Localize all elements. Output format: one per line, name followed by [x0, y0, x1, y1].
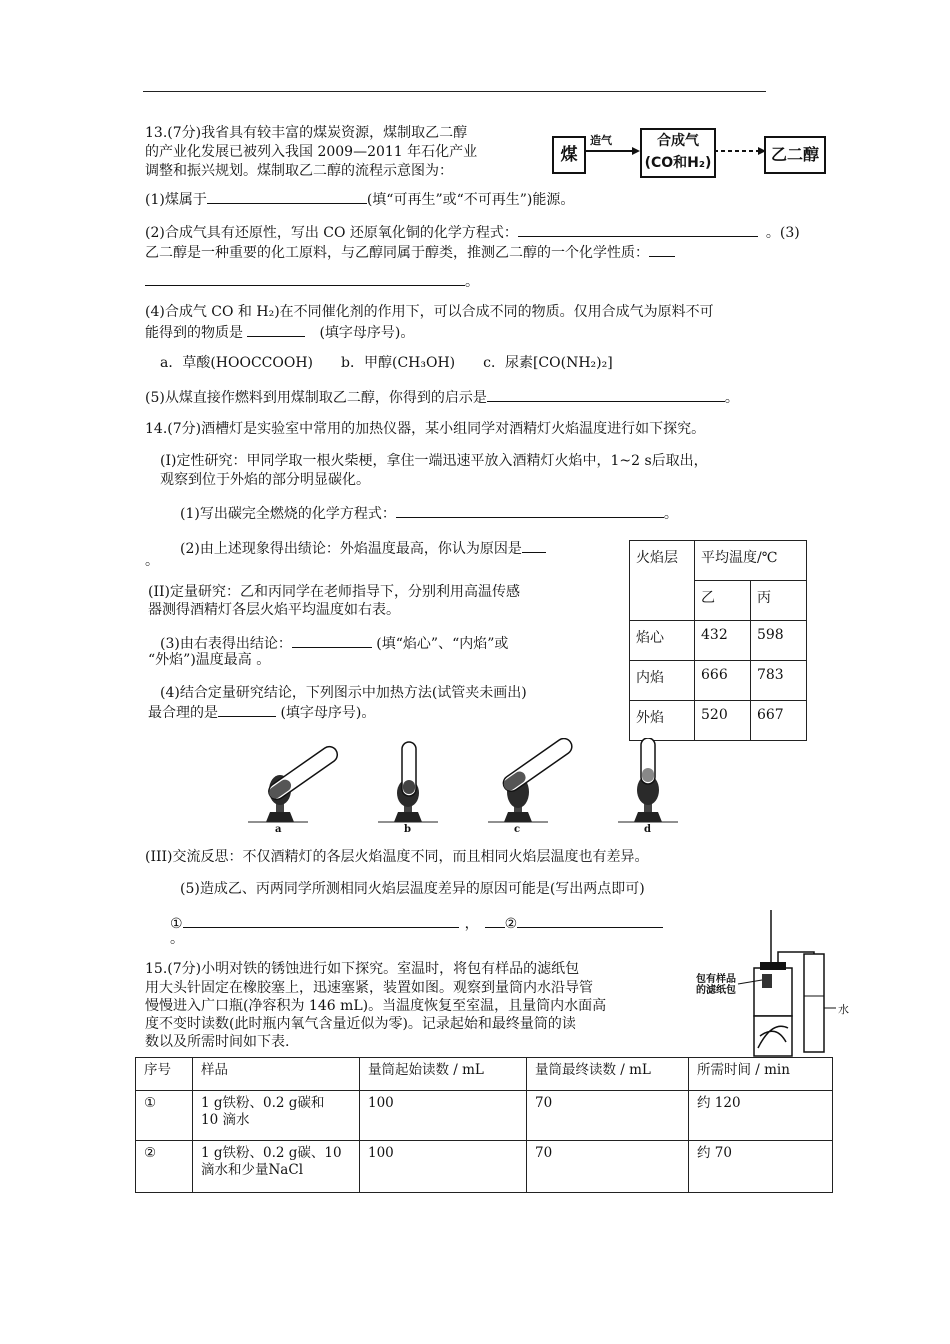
q15-line2: 用大头针固定在橡胶塞上，迅速塞紧，装置如图。观察到量筒内水沿导管 [145, 980, 593, 996]
table-header: 量筒起始读数 / mL [360, 1058, 527, 1091]
flow-syngas-formula: (CO和H₂) [644, 155, 712, 171]
table-row [630, 701, 807, 741]
answer-blank[interactable] [145, 271, 465, 286]
figure-label-c: c [514, 824, 521, 835]
q15-line1: 15.(7分)小明对铁的锈蚀进行如下探究。室温时，将包有样品的滤纸包 [145, 961, 580, 977]
q13-q3-end: 。 [465, 274, 479, 290]
apparatus-label-line2: 的滤纸包 [696, 985, 736, 996]
q14-q2-text: (2)由上述现象得出绩论：外焰温度最高，你认为原因是 [180, 541, 522, 557]
table-row [630, 661, 807, 701]
flame-temperature-table [629, 540, 807, 741]
table-cell: 外焰 [630, 701, 695, 741]
q13-q4-line2 [145, 322, 414, 343]
answer-blank[interactable] [485, 913, 505, 928]
q13-q2-text-post: 。(3) [765, 225, 800, 241]
table-cell: 70 [527, 1091, 689, 1141]
setup-b [378, 742, 438, 822]
answer-blank[interactable] [396, 503, 664, 518]
q14-q1-text: (1)写出碳完全燃烧的化学方程式： [180, 506, 396, 522]
q14-q3-line2: “外焰”)温度最高 。 [148, 652, 271, 668]
table-cell: 598 [750, 621, 806, 661]
table-cell: 520 [695, 701, 751, 741]
flow-chart [552, 128, 827, 180]
q14-q4-line2 [148, 702, 375, 723]
q14-part1-line1: (I)定性研究：甲同学取一根火柴梗，拿住一端迅速平放入酒精灯火焰中，1~2 s后取出， [160, 453, 708, 469]
answer-blank[interactable] [522, 538, 546, 553]
setup-d [618, 738, 678, 822]
q14-part3: (III)交流反思：不仅酒精灯的各层火焰温度不同，而且相同火焰层温度也有差异。 [145, 849, 649, 865]
table-cell: 783 [750, 661, 806, 701]
heating-methods-figure [248, 738, 688, 838]
q14-q5-sep: ， [464, 916, 479, 932]
table-row [630, 621, 807, 661]
q14-q5-end: 。 [170, 931, 184, 947]
answer-blank[interactable] [218, 702, 276, 717]
sample-line: 滴水和少量NaCl [201, 1162, 304, 1178]
q14-q1 [180, 503, 678, 524]
q14-q5-answers [170, 913, 663, 934]
table-cell: 432 [695, 621, 751, 661]
q14-q2 [180, 538, 546, 559]
q14-part2-line2: 器测得酒精灯各层火焰平均温度如右表。 [148, 602, 400, 618]
table-cell: 666 [695, 661, 751, 701]
q15-line3: 慢慢进入广口瓶(净容积为 146 mL)。当温度恢复至室温，且量筒内水面高 [145, 998, 607, 1014]
q14-part1-line2: 观察到位于外焰的部分明显碳化。 [160, 472, 370, 488]
table-cell: 100 [360, 1141, 527, 1193]
q14-intro: 14.(7分)酒槽灯是实验室中常用的加热仪器，某小组同学对酒精灯火焰温度进行如下探究。 [145, 421, 706, 437]
flow-box-coal: 煤 [552, 136, 586, 174]
q14-part2-line1: (II)定量研究：乙和丙同学在老师指导下，分别利用高温传感 [148, 584, 520, 600]
sample-line: 1 g铁粉、0.2 g碳、10 [201, 1145, 342, 1161]
q14-q5-num2: ② [504, 916, 518, 932]
top-rule [143, 91, 766, 92]
q13-q2 [145, 222, 800, 243]
q14-q5-num1: ① [170, 916, 183, 932]
sample-line: 10 滴水 [201, 1112, 250, 1128]
rusting-apparatus-figure [696, 908, 856, 1058]
setup-a [248, 744, 340, 822]
answer-blank[interactable] [183, 913, 459, 928]
table-header: 量筒最终读数 / mL [527, 1058, 689, 1091]
flow-box-glycol: 乙二醇 [764, 136, 826, 174]
q13-q4-line1: (4)合成气 CO 和 H₂)在不同催化剂的作用下，可以合成不同的物质。仅用合成气为原料不可 [145, 304, 714, 320]
answer-blank[interactable] [517, 913, 663, 928]
apparatus-label [696, 974, 736, 996]
table-header: 火焰层 [630, 541, 695, 621]
q14-q4-line1: (4)结合定量研究结论，下列图示中加热方法(试管夹未画出) [160, 685, 527, 701]
q15-line5: 数以及所需时间如下表. [145, 1034, 290, 1050]
figure-label-d: d [644, 824, 651, 835]
figure-label-a: a [275, 824, 282, 835]
rusting-results-table [135, 1057, 833, 1193]
q14-q4-text: 最合理的是 [148, 705, 218, 721]
sample-line: 1 g铁粉、0.2 g碳和 [201, 1095, 325, 1111]
figure-label-b: b [404, 824, 411, 835]
table-header-row [136, 1058, 833, 1091]
q14-q3-text: (3)由右表得出结论： [160, 636, 292, 652]
table-cell: 约 120 [689, 1091, 833, 1141]
table-cell: ① [136, 1091, 193, 1141]
answer-blank[interactable] [649, 242, 675, 257]
alcohol-lamp-illustrations [248, 738, 688, 838]
table-header: 序号 [136, 1058, 193, 1091]
table-row [136, 1091, 833, 1141]
q13-q4-options: a．草酸(HOOCCOOH) b．甲醇(CH₃OH) c．尿素[CO(NH₂)₂] [160, 355, 613, 371]
q14-q5: (5)造成乙、丙两同学所测相同火焰层温度差异的原因可能是(写出两点即可) [180, 881, 645, 897]
answer-blank[interactable] [292, 633, 372, 648]
q14-q1-end: 。 [663, 506, 678, 522]
answer-blank[interactable] [247, 322, 305, 337]
q13-q4-text-post: (填字母序号)。 [319, 325, 415, 341]
q13-q5-text: (5)从煤直接作燃料到用煤制取乙二醇，你得到的启示是 [145, 390, 487, 406]
q13-q1-text-post: (填“可再生”或“不可再生”)能源。 [366, 192, 575, 208]
table-cell: 内焰 [630, 661, 695, 701]
q13-q3-cont [145, 271, 479, 292]
table-header: 所需时间 / min [689, 1058, 833, 1091]
q13-q2-text: (2)合成气具有还原性，写出 CO 还原氧化铜的化学方程式： [145, 225, 518, 241]
answer-blank[interactable] [207, 189, 367, 204]
q14-q2-end: 。 [145, 553, 159, 569]
answer-blank[interactable] [518, 222, 758, 237]
q13-q3-text: 乙二醇是一种重要的化工原料，与乙醇同属于醇类，推测乙二醇的一个化学性质： [145, 245, 649, 261]
apparatus-water-label: 水 [838, 1003, 849, 1016]
table-cell: 667 [750, 701, 806, 741]
table-cell: 100 [360, 1091, 527, 1141]
table-cell: 约 70 [689, 1141, 833, 1193]
table-cell: 70 [527, 1141, 689, 1193]
q13-intro-line2: 的产业化发展已被列入我国 2009—2011 年石化产业 [145, 144, 478, 160]
table-cell [193, 1091, 360, 1141]
q13-intro-line1: 13.(7分)我省具有较丰富的煤炭资源，煤制取乙二醇 [145, 125, 468, 141]
table-header: 平均温度/℃ [695, 541, 807, 581]
q13-q3 [145, 242, 675, 263]
q13-intro-line3: 调整和振兴规划。煤制取乙二醇的流程示意图为： [145, 163, 453, 179]
flow-box-syngas [640, 128, 716, 178]
q15-line4: 度不变时读数(此时瓶内氧气含量近似为零)。记录起始和最终量筒的读 [145, 1016, 576, 1032]
q14-q4-text-post: (填字母序号)。 [280, 705, 376, 721]
table-row [136, 1141, 833, 1193]
table-subheader: 丙 [750, 581, 806, 621]
flow-syngas-label: 合成气 [657, 133, 699, 149]
table-subheader: 乙 [695, 581, 751, 621]
q14-q3-text-post: (填“焰心”、“内焰”或 [376, 636, 509, 652]
setup-c [488, 738, 575, 822]
apparatus-label-line1: 包有样品 [696, 974, 736, 985]
q13-q5-end: 。 [724, 390, 739, 406]
answer-blank[interactable] [487, 387, 725, 402]
flow-arrow-2 [714, 146, 766, 156]
q13-q5 [145, 387, 739, 408]
flow-arrow-label: 造气 [590, 134, 612, 147]
table-cell [193, 1141, 360, 1193]
table-cell: ② [136, 1141, 193, 1193]
table-header: 样品 [193, 1058, 360, 1091]
flow-arrow-1 [584, 146, 640, 156]
q13-q1 [145, 189, 574, 210]
q13-q1-text: (1)煤属于 [145, 192, 207, 208]
table-cell: 焰心 [630, 621, 695, 661]
q13-q4-text: 能得到的物质是 [145, 325, 243, 341]
